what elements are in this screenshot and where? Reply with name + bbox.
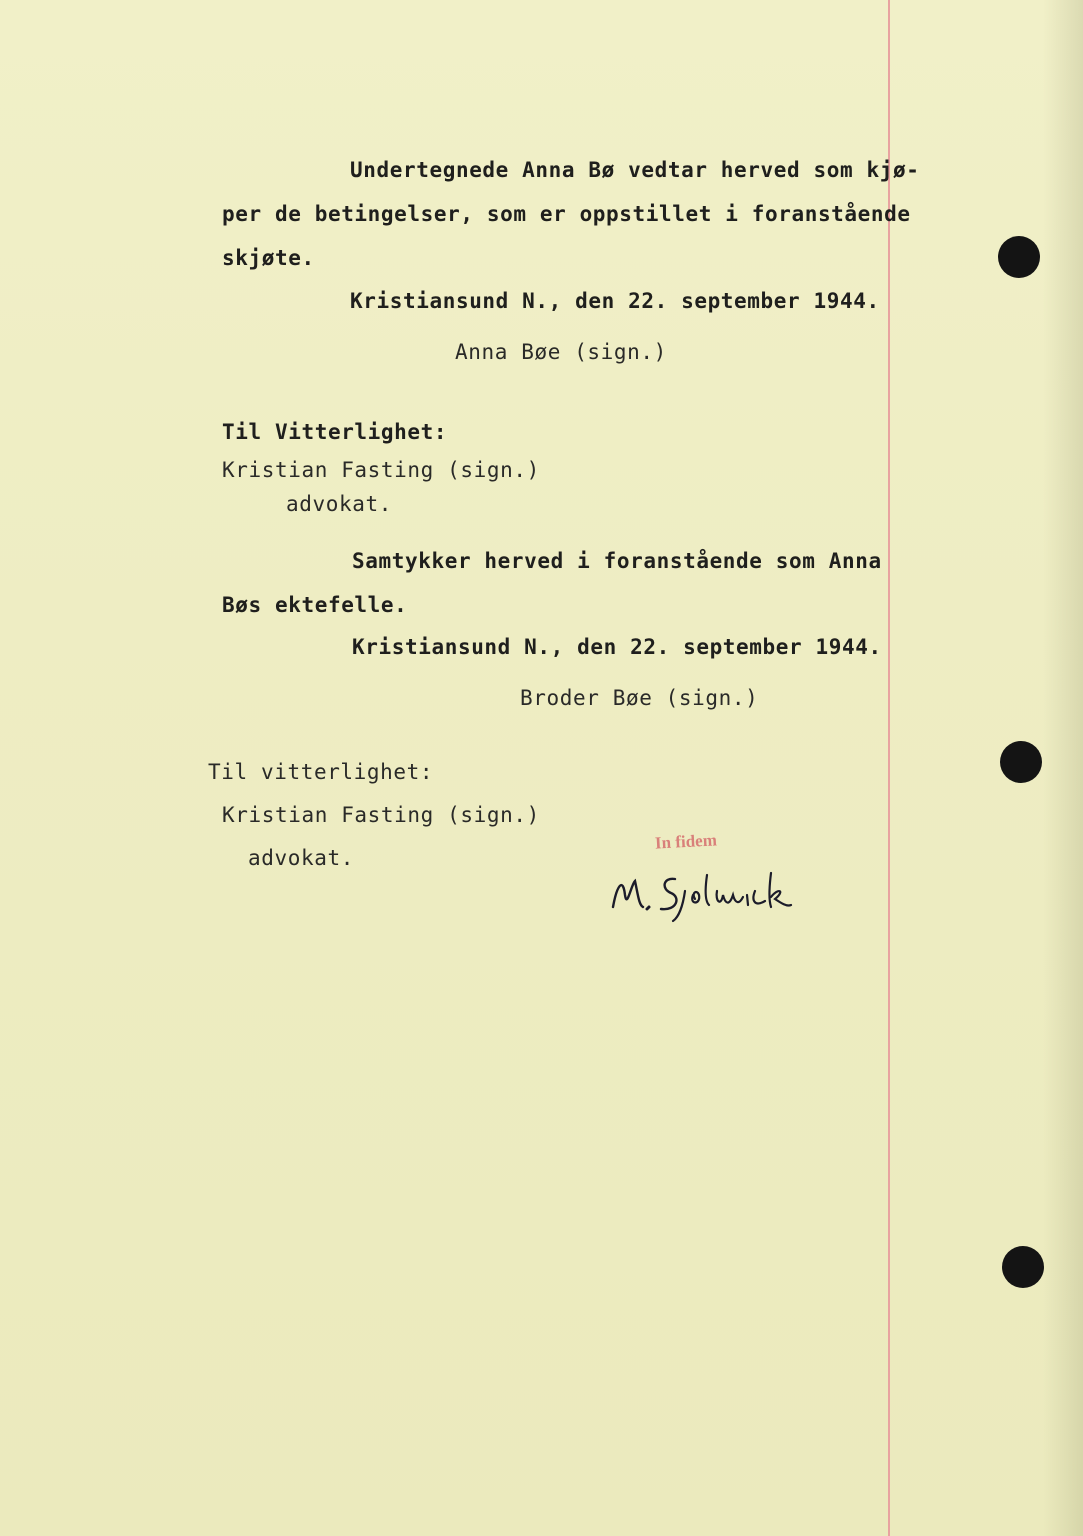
signed-anna: Anna Bøe (sign.) [455, 340, 667, 364]
paragraph1-line3: skjøte. [222, 246, 315, 270]
witness-title-2: advokat. [248, 846, 354, 870]
witness-heading-2: Til vitterlighet: [208, 760, 434, 784]
place-date-2: Kristiansund N., den 22. september 1944. [352, 635, 882, 659]
page-edge-shadow [1043, 0, 1083, 1536]
witness-heading-1: Til Vitterlighet: [222, 420, 448, 444]
place-date-1: Kristiansund N., den 22. september 1944. [350, 289, 880, 313]
punch-hole-top [998, 236, 1040, 278]
paragraph1-line2: per de betingelser, som er oppstillet i foranstående [222, 202, 911, 226]
punch-hole-middle [1000, 741, 1042, 783]
paragraph1-line1: Undertegnede Anna Bø vedtar herved som kjø- [350, 158, 920, 182]
paragraph2-line1: Samtykker herved i foranstående som Anna [352, 549, 882, 573]
handwritten-signature [605, 855, 805, 925]
witness-title-1: advokat. [286, 492, 392, 516]
witness-name-2: Kristian Fasting (sign.) [222, 803, 540, 827]
in-fidem-stamp: In fidem [654, 830, 718, 853]
signed-broder: Broder Bøe (sign.) [520, 686, 759, 710]
margin-rule [888, 0, 890, 1536]
punch-hole-bottom [1002, 1246, 1044, 1288]
witness-name-1: Kristian Fasting (sign.) [222, 458, 540, 482]
paragraph2-line2: Bøs ektefelle. [222, 593, 408, 617]
